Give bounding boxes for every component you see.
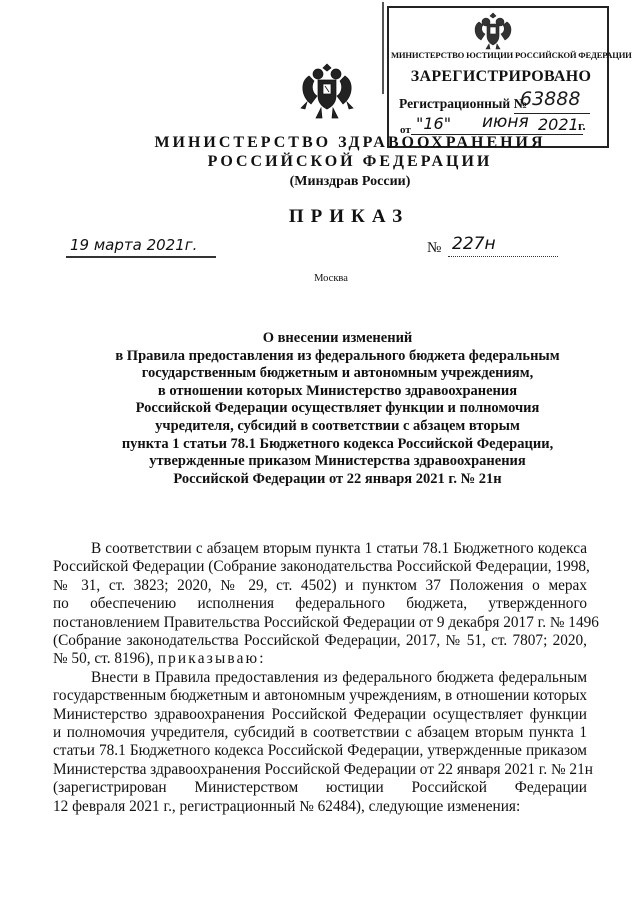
prikazyvayu: приказываю: — [157, 650, 266, 668]
title-line: Российской Федерации от 22 января 2021 г. № 21н — [173, 470, 502, 487]
order-date-underline — [66, 256, 216, 258]
order-body — [53, 540, 599, 816]
body-line: (зарегистрирован Министерством юстиции Российской Федерации — [53, 779, 587, 797]
body-line: статьи 78.1 Бюджетного кодекса Российской Федерации, утвержденные приказом — [53, 742, 587, 760]
stamp-emblem-icon — [471, 10, 515, 50]
stamp-date-month: июня — [482, 112, 529, 132]
stamp-edge-line — [382, 2, 384, 94]
body-line: Внести в Правила предоставления из федерального бюджета федеральным — [91, 668, 587, 686]
body-line: № 31, ст. 3823; 2020, № 29, ст. 4502) и пунктом 37 Положения о мерах — [53, 576, 587, 594]
title-line: в Правила предоставления из федерального бюджета федеральным — [115, 347, 560, 364]
city: Москва — [314, 273, 348, 284]
order-number-sign: № — [427, 240, 442, 256]
document-type: ПРИКАЗ — [288, 206, 410, 227]
stamp-date-prefix: от — [400, 124, 411, 136]
paragraph-2 — [53, 668, 593, 816]
body-line: и полномочия учредителя, субсидий в соответствии с абзацем вторым пункта 1 — [53, 724, 587, 742]
order-number: 227н — [452, 234, 496, 254]
order-title — [95, 330, 580, 488]
ministry-name-line1: МИНИСТЕРСТВО ЗДРАВООХРАНЕНИЯ — [154, 134, 546, 151]
title-line: Российской Федерации осуществляет функции и полномочия — [135, 400, 540, 417]
order-number-underline — [448, 256, 558, 257]
stamp-date-day: "16" — [416, 114, 452, 133]
coat-of-arms-icon — [299, 62, 355, 120]
body-line-last — [53, 650, 587, 668]
title-line: учредителя, субсидий в соответствии с абзацем вторым — [155, 417, 520, 434]
body-line: государственным бюджетным и автономным учреждениям, в отношении которых — [53, 687, 587, 705]
stamp-reg-number: 63888 — [520, 88, 581, 110]
ministry-short-name: (Минздрав России) — [289, 174, 411, 189]
body-line: Министерства здравоохранения Российской Федерации от 22 января 2021 г. № 21н — [53, 760, 593, 778]
stamp-status: ЗАРЕГИСТРИРОВАНО — [410, 68, 592, 85]
body-line: постановлением Правительства Российской Федерации от 9 декабря 2017 г. № 1496 — [53, 613, 599, 631]
ministry-name-line2: РОССИЙСКОЙ ФЕДЕРАЦИИ — [207, 153, 493, 170]
title-line: пункта 1 статьи 78.1 Бюджетного кодекса Российской Федерации, — [121, 435, 554, 452]
body-line: по обеспечению исполнения федерального бюджета, утвержденного — [53, 595, 587, 613]
order-date: 19 марта 2021г. — [70, 236, 198, 254]
title-line: государственным бюджетным и автономным учреждениям, — [141, 365, 534, 382]
body-line: Министерство здравоохранения Российской Федерации осуществляет функции — [53, 705, 587, 723]
stamp-ministry: МИНИСТЕРСТВО ЮСТИЦИИ РОССИЙСКОЙ ФЕДЕРАЦИИ — [391, 50, 632, 60]
paragraph-1 — [53, 540, 599, 669]
stamp-reg-label: Регистрационный № — [399, 96, 528, 111]
title-line: утвержденные приказом Министерства здравоохранения — [149, 453, 526, 470]
stamp-date-year: 2021 — [538, 115, 579, 134]
title-line: в отношении которых Министерство здравоохранения — [157, 382, 518, 399]
body-line: 12 февраля 2021 г., регистрационный № 62484), следующие изменения: — [53, 797, 521, 815]
body-line: Российской Федерации (Собрание законодательства Российской Федерации, 1998, — [53, 558, 590, 576]
body-line: № 50, ст. 8196), — [53, 650, 154, 668]
stamp-date-suffix: г. — [578, 118, 586, 133]
body-line: В соответствии с абзацем вторым пункта 1 статьи 78.1 Бюджетного кодекса — [91, 540, 587, 557]
body-line: (Собрание законодательства Российской Федерации, 2017, № 51, ст. 7807; 2020, — [53, 632, 587, 650]
title-line: О внесении изменений — [262, 330, 413, 346]
